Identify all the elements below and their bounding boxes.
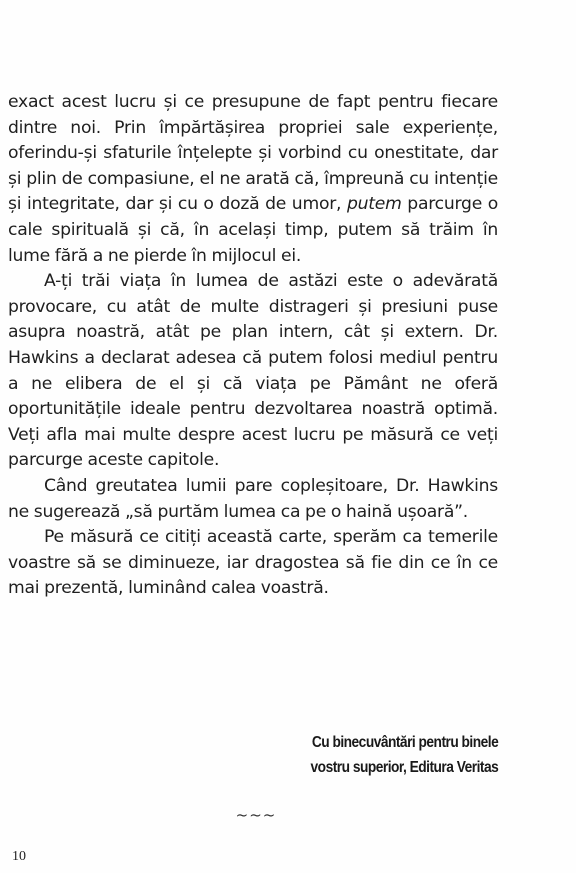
paragraph-2: A-ți trăi viața în lumea de astăzi este o adevărată provocare, cu atât de multe distrageri și presiuni puse asupra noastră, atât pe plan intern, cât și extern. Dr. Hawkins a declarat adesea că putem folosi mediul pentru a ne elibera de el și că viața pe Pământ ne oferă oportunitățile ideale pentru dezvoltarea noastră optimă. Veți afla mai multe despre acest lucru pe măsură ce veți parcurge aceste capitole.: [8, 271, 498, 471]
paragraph-1-part-a: exact acest lucru și ce presupune de fapt pentru fiecare dintre noi. Prin împărtășirea propriei sale experiențe, oferindu-și sfaturile înțelepte și vorbind cu onestitate, dar și plin de compasiune, el ne arată că, împreună cu intenție și integritate, dar și cu o doză de umor,: [8, 92, 498, 215]
emphasis-putem: putem: [346, 194, 402, 215]
body-text: [8, 90, 498, 602]
signature-line-2: vostru superior, Editura Veritas: [310, 759, 498, 776]
signature-line-1: Cu binecuvântări pentru binele: [311, 734, 498, 751]
section-ornament: ~~~: [235, 806, 277, 824]
signature-block: [310, 730, 498, 780]
paragraph-1: [8, 90, 498, 269]
page-number: 10: [12, 849, 26, 864]
paragraph-1-part-b: parcurge o cale spirituală și că, în același timp, putem să trăim în lume fără a ne pierde în mijlocul ei.: [8, 194, 498, 266]
paragraph-4: Pe măsură ce citiți această carte, sperăm ca temerile voastre să se diminueze, iar dragostea să fie din ce în ce mai prezentă, luminând calea voastră.: [8, 527, 498, 599]
paragraph-3: Când greutatea lumii pare copleșitoare, Dr. Hawkins ne sugerează „să purtăm lumea ca pe o haină ușoară”.: [8, 475, 498, 522]
